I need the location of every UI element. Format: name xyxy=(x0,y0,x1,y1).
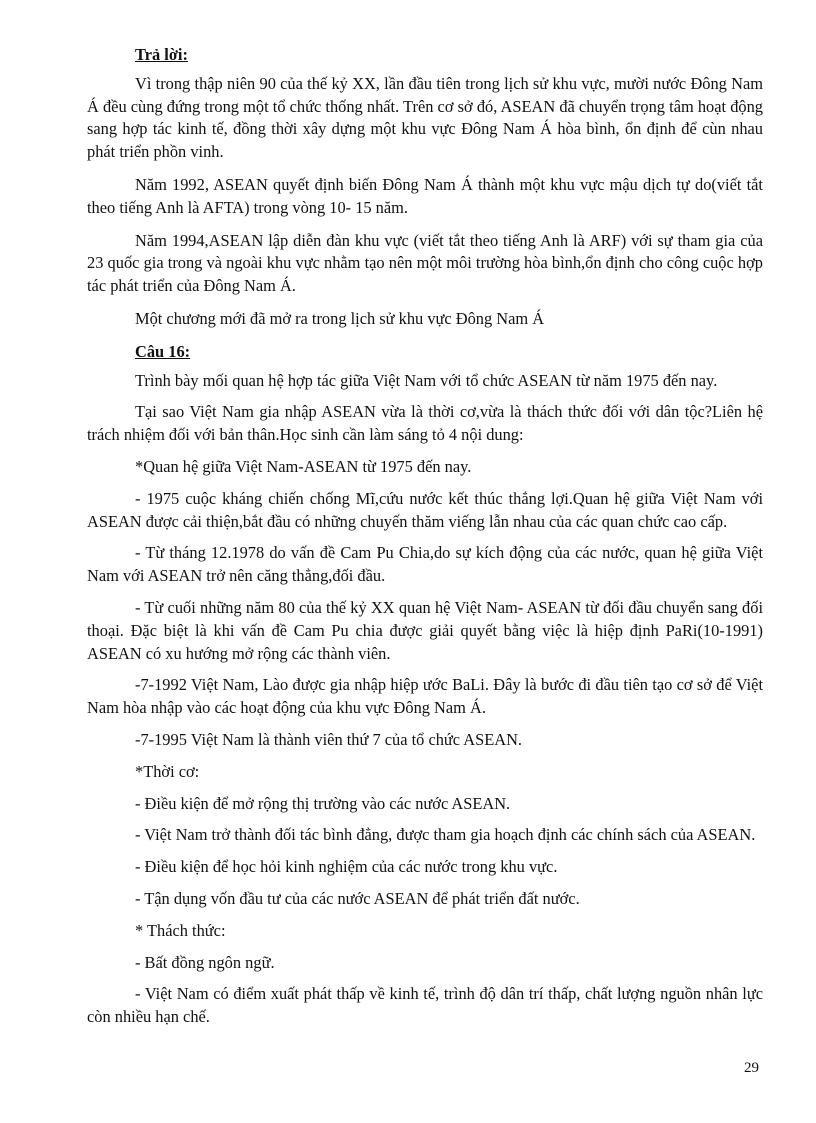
page-number: 29 xyxy=(744,1060,759,1076)
question-paragraph: - Tận dụng vốn đầu tư của các nước ASEAN để phát triển đất nước. xyxy=(135,888,580,908)
question-paragraph: - Điều kiện để mở rộng thị trường vào các nước ASEAN. xyxy=(135,793,511,813)
question-paragraph: - Việt Nam có điểm xuất phát thấp về kinh tế, trình độ dân trí thấp, chất lượng nguồn nhân lực còn nhiều hạn chế. xyxy=(87,984,763,1027)
question-paragraph: *Quan hệ giữa Việt Nam-ASEAN từ 1975 đến nay. xyxy=(135,456,472,476)
question-paragraph: Tại sao Việt Nam gia nhập ASEAN vừa là thời cơ,vừa là thách thức đối với dân tộc?Liên hệ trách nhiệm đối với bản thân.Học sinh cần làm sáng tỏ 4 nội dung: xyxy=(87,402,763,445)
answer-heading: Trả lời: xyxy=(135,45,188,64)
answer-paragraph: Một chương mới đã mở ra trong lịch sử khu vực Đông Nam Á xyxy=(135,308,545,328)
question-paragraph: - Bất đồng ngôn ngữ. xyxy=(135,952,275,972)
answer-paragraph: Vì trong thập niên 90 của thế kỷ XX, lần đầu tiên trong lịch sử khu vực, mười nước Đông Nam Á đều cùng đứng trong một tổ chức thống nhất. Trên cơ sở đó, ASEAN đã chuyển trọng tâm hoạt động sang hợp tác kinh tế, đồng thời xây dựng một khu vực Đông Nam Á hòa bình, ổn định để cùn nhau phát triển phồn vinh. xyxy=(87,73,763,162)
question-paragraph: -7-1995 Việt Nam là thành viên thứ 7 của tổ chức ASEAN. xyxy=(135,729,523,749)
question-paragraph: *Thời cơ: xyxy=(135,761,200,781)
question-paragraph: - 1975 cuộc kháng chiến chống Mĩ,cứu nước kết thúc thắng lợi.Quan hệ giữa Việt Nam với ASEAN được cải thiện,bắt đầu có những chuyến thăm viếng lẫn nhau của các quan chức cao cấp. xyxy=(87,488,763,531)
answer-paragraph: Năm 1992, ASEAN quyết định biến Đông Nam Á thành một khu vực mậu dịch tự do(viết tắt theo tiếng Anh là AFTA) trong vòng 10- 15 năm. xyxy=(87,174,763,217)
question-paragraph: -7-1992 Việt Nam, Lào được gia nhập hiệp ước BaLi. Đây là bước đi đầu tiên tạo cơ sở để Việt Nam hòa nhập vào các hoạt động của khu vực Đông Nam Á. xyxy=(87,675,763,718)
answer-paragraph: Năm 1994,ASEAN lập diễn đàn khu vực (viết tắt theo tiếng Anh là ARF) với sự tham gia của 23 quốc gia trong và ngoài khu vực nhằm tạo nên một môi trường hòa bình,ổn định cho công cuộc hợp tác phát triển của Đông Nam Á. xyxy=(87,230,763,296)
question-paragraph: Trình bày mối quan hệ hợp tác giữa Việt Nam với tổ chức ASEAN từ năm 1975 đến nay. xyxy=(135,370,718,390)
question-paragraph: - Việt Nam trở thành đối tác bình đẳng, được tham gia hoạch định các chính sách của ASEAN. xyxy=(135,825,756,845)
document-page xyxy=(87,44,763,1038)
question-paragraph: - Điều kiện để học hỏi kinh nghiệm của các nước trong khu vực. xyxy=(135,857,558,877)
question-paragraph: - Từ tháng 12.1978 do vấn đề Cam Pu Chia,do sự kích động của các nước, quan hệ giữa Việt Nam với ASEAN trở nên căng thẳng,đối đầu. xyxy=(87,543,763,586)
question-paragraph: - Từ cuối những năm 80 của thế kỷ XX quan hệ Việt Nam- ASEAN từ đối đầu chuyển sang đối thoại. Đặc biệt là khi vấn đề Cam Pu chia được giải quyết bằng việc là hiệp định PaRi(10-1991) ASEAN có xu hướng mở rộng các thành viên. xyxy=(87,597,763,663)
question-paragraph: * Thách thức: xyxy=(135,920,226,940)
question-heading: Câu 16: xyxy=(135,341,191,361)
